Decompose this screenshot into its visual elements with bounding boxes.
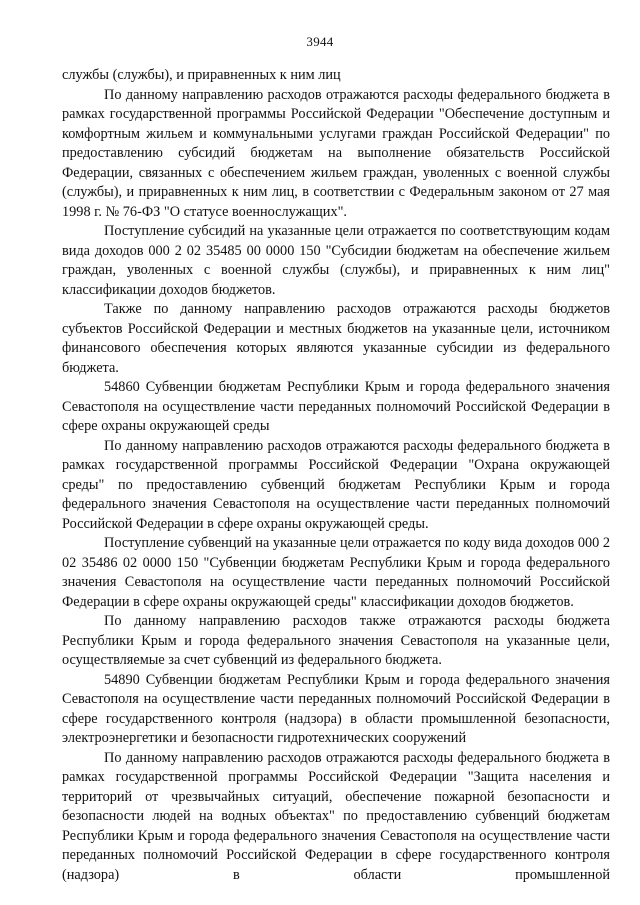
- page-number: 3944: [306, 34, 334, 49]
- paragraph-crimea-sevastopol-expenses: По данному направлению расходов также отражаются расходы бюджета Республики Крым и города федерального значения Севастополя на указанные цели, осуществляемые за счет субвенций из федерального бюджета.: [62, 613, 610, 668]
- paragraph-environment-expenses: По данному направлению расходов отражаются расходы федерального бюджета в рамках государственной программы Российской Федерации "Охрана окружающей среды" по предоставлению субвенций бюджетам Республики Крым и города федерального значения Севастополя на осуществление части переданных полномочий Российской Федерации в сфере охраны окружающей среды.: [62, 437, 610, 532]
- paragraph-continuation: службы (службы), и приравненных к ним лиц: [62, 67, 341, 83]
- paragraph-regional-budgets: Также по данному направлению расходов отражаются расходы бюджетов субъектов Российской Федерации и местных бюджетов на указанные цели, источником финансового обеспечения которых являются указанные субсидии из федерального бюджета.: [62, 301, 610, 376]
- paragraph-industrial-safety-expenses: По данному направлению расходов отражаются расходы федерального бюджета в рамках государственной программы Российской Федерации "Защита населения и территорий от чрезвычайных ситуаций, обеспечение пожарной безопасности и безопасности людей на водных объектах" по предоставлению субвенций бюджетам Республики Крым и города федерального значения Севастополя на осуществление части переданных полномочий Российской Федерации в сфере государственного контроля (надзора) в области промышленной: [62, 749, 610, 883]
- document-body: [62, 66, 610, 885]
- heading-54860: 54860 Субвенции бюджетам Республики Крым и города федерального значения Севастополя на осуществление части переданных полномочий Российской Федерации в сфере охраны окружающей среды: [62, 379, 610, 434]
- heading-54890: 54890 Субвенции бюджетам Республики Крым и города федерального значения Севастополя на осуществление части переданных полномочий Российской Федерации в сфере государственного контроля (надзора) в области промышленной безопасности, электроэнергетики и безопасности гидротехнических сооружений: [62, 671, 610, 746]
- paragraph-housing-income-codes: Поступление субсидий на указанные цели отражается по соответствующим кодам вида доходов 000 2 02 35485 00 0000 150 "Субсидии бюджетам на обеспечение жильем граждан, уволенных с военной службы (службы), и приравненных к ним лиц" классификации доходов бюджетов.: [62, 223, 610, 298]
- paragraph-housing-subsidies: По данному направлению расходов отражаются расходы федерального бюджета в рамках государственной программы Российской Федерации "Обеспечение доступным и комфортным жильем и коммунальными услугами граждан Российской Федерации" по предоставлению субсидий бюджетам на выполнение обязательств Российской Федерации, связанных с обеспечением жильем граждан, уволенных с военной службы (службы), и приравненных к ним лиц, в соответствии с Федеральным законом от 27 мая 1998 г. № 76-ФЗ "О статусе военнослужащих".: [62, 86, 610, 220]
- paragraph-environment-income-codes: Поступление субвенций на указанные цели отражается по коду вида доходов 000 2 02 35486 02 0000 150 "Субвенции бюджетам Республики Крым и города федерального значения Севастополя на осуществление части переданных полномочий Российской Федерации в сфере охраны окружающей среды" классификации доходов бюджетов.: [62, 535, 610, 610]
